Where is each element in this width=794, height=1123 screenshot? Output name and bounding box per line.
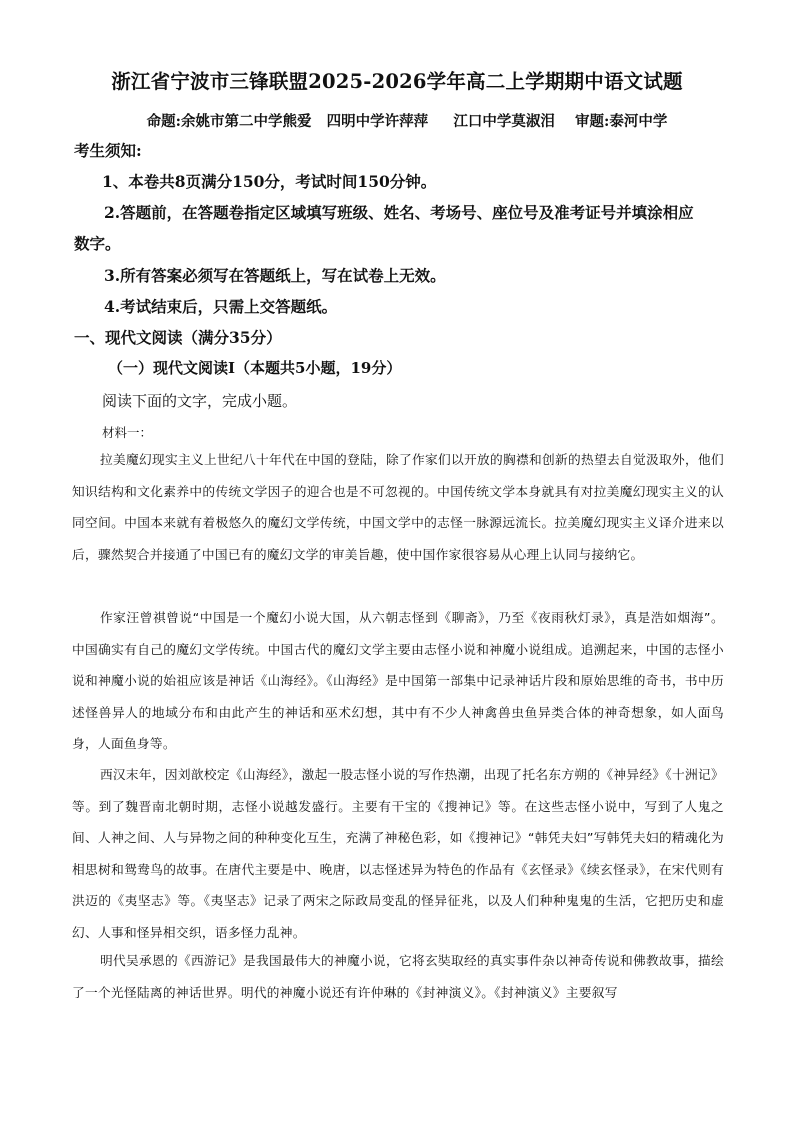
body-paragraph: 西汉末年，因刘歆校定《山海经》，激起一股志怪小说的写作热潮，出现了托名东方朔的《神异经》《十洲记》等。到了魏晋南北朝时期，志怪小说越发盛行。主要有干宝的《搜神记》等。在这些志怪小说中，写到了人鬼之间、人神之间、人与异物之间的种种变化互生，充满了神秘色彩，如《搜神记》“韩凭夫妇”写韩凭夫妇的精魂化为相思树和鸳鸯鸟的故事。在唐代主要是中、晚唐，以志怪述异为特色的作品有《玄怪录》《续玄怪录》，在宋代则有洪迈的《夷坚志》等。《夷坚志》记录了两宋之际政局变乱的怪异征兆，以及人们种种鬼鬼的生活，它把历史和虚幻、人事和怪异相交织，语多怪力乱神。: [72, 767, 724, 940]
body-paragraph: 明代吴承恩的《西游记》是我国最伟大的神魔小说，它将玄奘取经的真实事件杂以神奇传说和佛教故事，描绘了一个光怪陆离的神话世界。明代的神魔小说还有许仲琳的《封神演义》。《封神演义》主要叙写: [72, 953, 724, 1000]
body-paragraph: 拉美魔幻现实主义上世纪八十年代在中国的登陆，除了作家们以开放的胸襟和创新的热望去自觉汲取外，他们知识结构和文化素养中的传统文学因子的迎合也是不可忽视的。中国传统文学本身就具有对拉美魔幻现实主义的认同空间。中国本来就有着极悠久的魔幻文学传统，中国文学中的志怪一脉源远流长。拉美魔幻现实主义译介进来以后，骤然契合并接通了中国已有的魔幻文学的审美旨趣，使中国作家很容易从心理上认同与接纳它。: [72, 452, 724, 562]
notice-item-continuation: 数字。: [74, 234, 121, 253]
notice-item: 3.所有答案必须写在答题纸上，写在试卷上无效。: [104, 266, 446, 285]
subsection-heading: （一）现代文阅读Ⅰ（本题共5小题，19分）: [108, 359, 402, 377]
notice-item: 2.答题前，在答题卷指定区域填写班级、姓名、考场号、座位号及准考证号并填涂相应: [104, 203, 694, 222]
section-heading: 一、现代文阅读（满分35分）: [74, 328, 282, 347]
notice-item: 1、本卷共8页满分150分，考试时间150分钟。: [102, 172, 437, 191]
notice-item: 4.考试结束后，只需上交答题纸。: [104, 297, 338, 316]
material-label: 材料一：: [102, 425, 153, 440]
notice-heading: 考生须知:: [74, 141, 142, 160]
reading-instruction: 阅读下面的文字，完成小题。: [102, 392, 298, 410]
authors-line: 命题:余姚市第二中学熊爱 四明中学许萍萍 江口中学莫淑泪 审题:泰河中学: [146, 113, 668, 130]
page-title: 浙江省宁波市三锋联盟2025-2026学年高二上学期期中语文试题: [111, 70, 683, 93]
body-paragraph: 作家汪曾祺曾说“中国是一个魔幻小说大国，从六朝志怪到《聊斋》，乃至《夜雨秋灯录》，真是浩如烟海”。中国确实有自己的魔幻文学传统。中国古代的魔幻文学主要由志怪小说和神魔小说组成。追溯起来，中国的志怪小说和神魔小说的始祖应该是神话《山海经》。《山海经》是中国第一部集中记录神话片段和原始思维的奇书，书中历述怪兽异人的地域分布和由此产生的神话和巫术幻想，其中有不少人神禽兽虫鱼异类合体的神奇想象，如人面鸟身，人面鱼身等。: [72, 610, 724, 752]
